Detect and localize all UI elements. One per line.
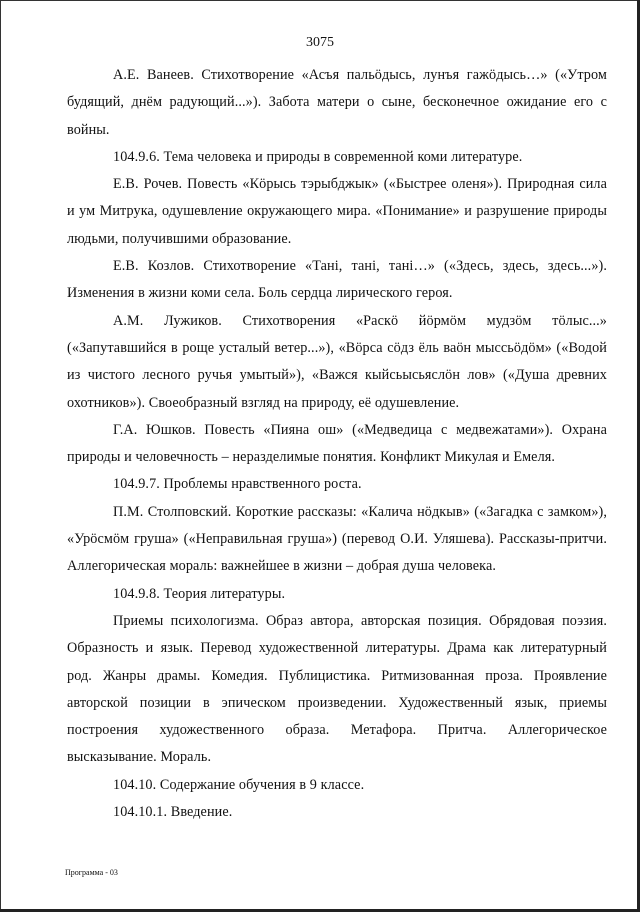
section-heading-104-10-1: 104.10.1. Введение. [113,804,233,821]
page-number: 3075 [306,35,334,50]
paragraph-luzhikov: А.М. Лужиков. Стихотворения «Раскӧ йӧрмӧм мудзӧм тӧлыс...» («Запутавшийся в роще усталый ветер...»), «Вӧрса сӧдз ёль ваӧн мыссьӧдӧм» («Водой из чистого лесного ручья умытый»), «Важся кыйсьысьяслӧн лов» («Душа древних охотников»). Своеобразный взгляд на природу, её одушевление. [67,312,607,411]
section-heading-104-10: 104.10. Содержание обучения в 9 классе. [113,776,365,793]
scan-edge-left [0,0,1,912]
paragraph-theory: Приемы психологизма. Образ автора, авторская позиция. Обрядовая поэзия. Образность и язык. Перевод художественной литературы. Драма как литературный род. Жанры драмы. Комедия. Публицистика. Ритмизованная проза. Проявление авторской позиции в эпическом произведении. Художественный язык, приемы построения художественного образа. Метафора. Притча. Аллегорическое высказывание. Мораль. [67,612,607,766]
section-heading-104-9-7: 104.9.7. Проблемы нравственного роста. [113,476,362,493]
paragraph-stolpovsky: П.М. Столповский. Короткие рассказы: «Калича нӧдкыв» («Загадка с замком»), «Урӧсмӧм груша» («Неправильная груша») (перевод О.И. Уляшева). Рассказы-притчи. Аллегорическая мораль: важнейшее в жизни – добрая душа человека. [67,503,607,575]
scan-edge-top [0,0,640,1]
paragraph-vaneev: А.Е. Ванеев. Стихотворение «Асъя пальӧдысь, лунъя гажӧдысь…» («Утром будящий, днём радующий...»). Забота матери о сыне, бесконечное ожидание его с войны. [67,67,607,138]
paragraph-yushkov: Г.А. Юшков. Повесть «Пияна ош» («Медведица с медвежатами»). Охрана природы и человечность – неразделимые понятия. Конфликт Микулая и Емеля. [67,421,607,466]
page-footer: Программа - 03 [65,868,118,877]
section-heading-104-9-8: 104.9.8. Теория литературы. [113,585,286,602]
paragraph-kozlov: Е.В. Козлов. Стихотворение «Тані, тані, тані…» («Здесь, здесь, здесь...»). Изменения в жизни коми села. Боль сердца лирического героя. [67,258,607,302]
section-heading-104-9-6: 104.9.6. Тема человека и природы в современной коми литературе. [113,148,523,165]
paragraph-rochev: Е.В. Рочев. Повесть «Кӧрысь тэрыбджык» («Быстрее оленя»). Природная сила и ум Митрука, одушевление окружающего мира. «Понимание» и разрушение природы людьми, получившими образование. [67,176,607,247]
document-body [67,62,607,826]
